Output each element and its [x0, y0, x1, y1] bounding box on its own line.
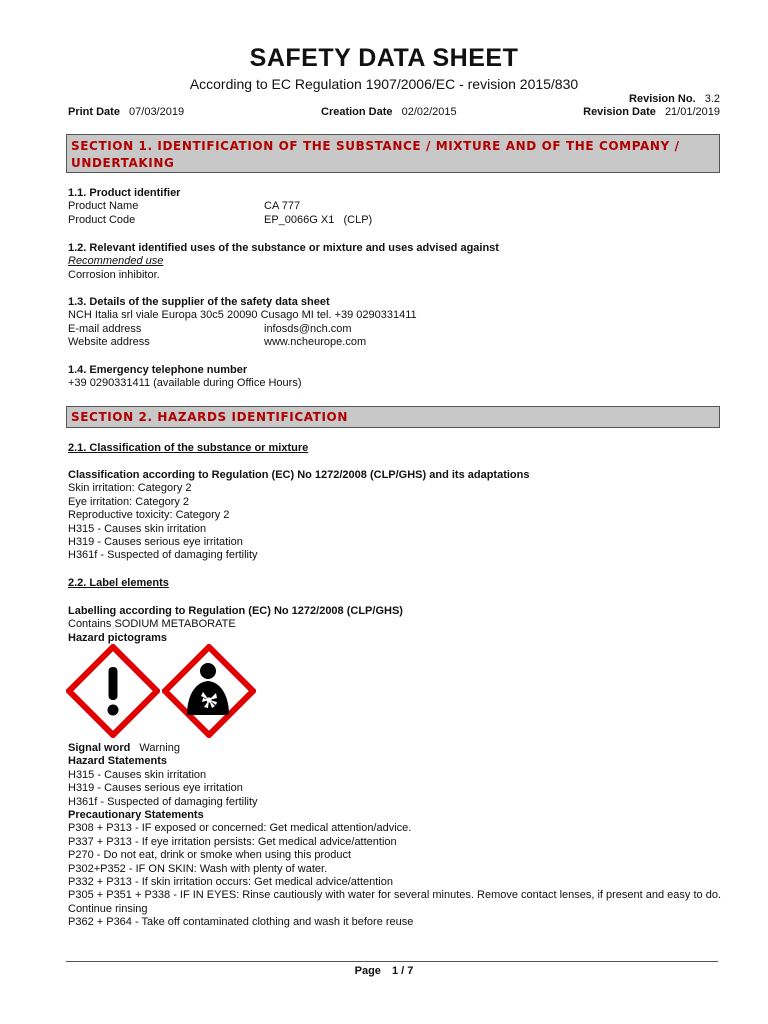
print-date	[68, 106, 184, 118]
product-code-row	[68, 214, 372, 227]
labelling-heading: Labelling according to Regulation (EC) No 1272/2008 (CLP/GHS)	[68, 605, 403, 617]
classification-block	[68, 469, 529, 563]
website-row	[68, 336, 417, 349]
supplier-block	[68, 296, 417, 350]
email-row	[68, 323, 417, 336]
classification-heading: Classification according to Regulation (EC) No 1272/2008 (CLP/GHS) and its adaptations	[68, 469, 530, 481]
label-elements-heading-wrap	[68, 577, 169, 590]
product-name-label: Product Name	[68, 200, 139, 213]
uses-block	[68, 242, 499, 282]
document-subtitle: According to EC Regulation 1907/2006/EC - revision 2015/830	[189, 76, 579, 92]
precautionary-heading: Precautionary Statements	[68, 809, 204, 822]
website-label: Website address	[68, 336, 150, 349]
product-code-value: EP_0066G X1 (CLP)	[264, 213, 373, 226]
supplier-heading: 1.3. Details of the supplier of the safety data sheet	[68, 296, 330, 308]
precautionary-statement: P302+P352 - IF ON SKIN: Wash with plenty of water.	[68, 862, 328, 875]
hazard-statement: H361f - Suspected of damaging fertility	[68, 795, 258, 808]
precautionary-statement: P270 - Do not eat, drink or smoke when using this product	[68, 849, 352, 862]
uses-heading: 1.2. Relevant identified uses of the substance or mixture and uses advised against	[68, 242, 499, 254]
classification-line: Eye irritation: Category 2	[68, 495, 190, 508]
page-footer	[0, 965, 768, 977]
creation-date	[321, 106, 457, 118]
recommended-use-label: Recommended use	[68, 255, 164, 268]
footer-divider	[66, 961, 718, 962]
signal-word-label: Signal word	[68, 742, 131, 754]
document-title: SAFETY DATA SHEET	[249, 44, 519, 72]
hazard-statements-heading: Hazard Statements	[68, 755, 168, 768]
labelling-block	[68, 605, 403, 645]
precautionary-statement: P337 + P313 - If eye irritation persists: Get medical advice/attention	[68, 835, 397, 848]
hazard-pictograms	[66, 644, 256, 738]
classification-line: Skin irritation: Category 2	[68, 482, 192, 495]
classification-line: Reproductive toxicity: Category 2	[68, 509, 230, 522]
emergency-number: +39 0290331411 (available during Office Hours)	[68, 377, 302, 390]
label-elements-heading: 2.2. Label elements	[68, 577, 169, 589]
page-label: Page	[354, 965, 381, 977]
product-code-label: Product Code	[68, 213, 136, 226]
revision-date-label: Revision Date	[583, 106, 656, 118]
signal-word-value: Warning	[139, 742, 180, 754]
product-name-value: CA 777	[264, 200, 301, 213]
emergency-block	[68, 364, 302, 391]
precautionary-statement: P305 + P351 + P338 - IF IN EYES: Rinse cautiously with water for several minutes. Remove contact lenses, if present and easy to do.	[68, 889, 721, 902]
revision-date-value: 21/01/2019	[664, 106, 720, 118]
email-label: E-mail address	[68, 322, 142, 335]
supplier-details: NCH Italia srl viale Europa 30c5 20090 Cusago MI tel. +39 0290331411	[68, 309, 417, 322]
classification-line: H319 - Causes serious eye irritation	[68, 536, 243, 549]
precautionary-statement: P332 + P313 - If skin irritation occurs: Get medical advice/attention	[68, 876, 393, 889]
emergency-heading: 1.4. Emergency telephone number	[68, 364, 248, 376]
revision-number	[629, 93, 720, 105]
print-date-value: 07/03/2019	[129, 106, 185, 118]
section-1-header: SECTION 1. IDENTIFICATION OF THE SUBSTANCE / MIXTURE AND OF THE COMPANY / UNDERTAKING	[66, 134, 720, 173]
precautionary-statement: P362 + P364 - Take off contaminated clothing and wash it before reuse	[68, 916, 414, 929]
health-hazard-pictogram	[162, 644, 256, 738]
pictograms-heading: Hazard pictograms	[68, 631, 168, 644]
exclamation-mark-pictogram	[66, 644, 160, 738]
label-details-block	[68, 742, 728, 930]
hazard-statement: H315 - Causes skin irritation	[68, 768, 207, 781]
classification-subsection-heading-wrap	[68, 442, 308, 455]
creation-date-label: Creation Date	[321, 106, 393, 118]
creation-date-value: 02/02/2015	[401, 106, 457, 118]
section-2-header: SECTION 2. HAZARDS IDENTIFICATION	[66, 406, 720, 428]
precautionary-statement: Continue rinsing	[68, 902, 148, 915]
page-number: 1 / 7	[391, 965, 414, 977]
classification-subsection-heading: 2.1. Classification of the substance or mixture	[68, 442, 309, 454]
hazard-statement: H319 - Causes serious eye irritation	[68, 782, 243, 795]
product-identifier-block	[68, 187, 372, 227]
revision-number-label: Revision No.	[629, 93, 696, 105]
precautionary-statement: P308 + P313 - IF exposed or concerned: Get medical attention/advice.	[68, 822, 412, 835]
signal-word-row	[68, 742, 728, 755]
product-identifier-heading: 1.1. Product identifier	[68, 187, 181, 199]
classification-line: H315 - Causes skin irritation	[68, 522, 207, 535]
product-name-row	[68, 200, 372, 213]
print-date-label: Print Date	[68, 106, 120, 118]
revision-number-value: 3.2	[704, 93, 720, 105]
website-value[interactable]: www.ncheurope.com	[264, 336, 367, 349]
classification-line: H361f - Suspected of damaging fertility	[68, 549, 258, 562]
recommended-use-value: Corrosion inhibitor.	[68, 268, 160, 281]
contains-line: Contains SODIUM METABORATE	[68, 618, 236, 631]
email-value[interactable]: infosds@nch.com	[264, 322, 352, 335]
revision-date	[583, 106, 720, 118]
